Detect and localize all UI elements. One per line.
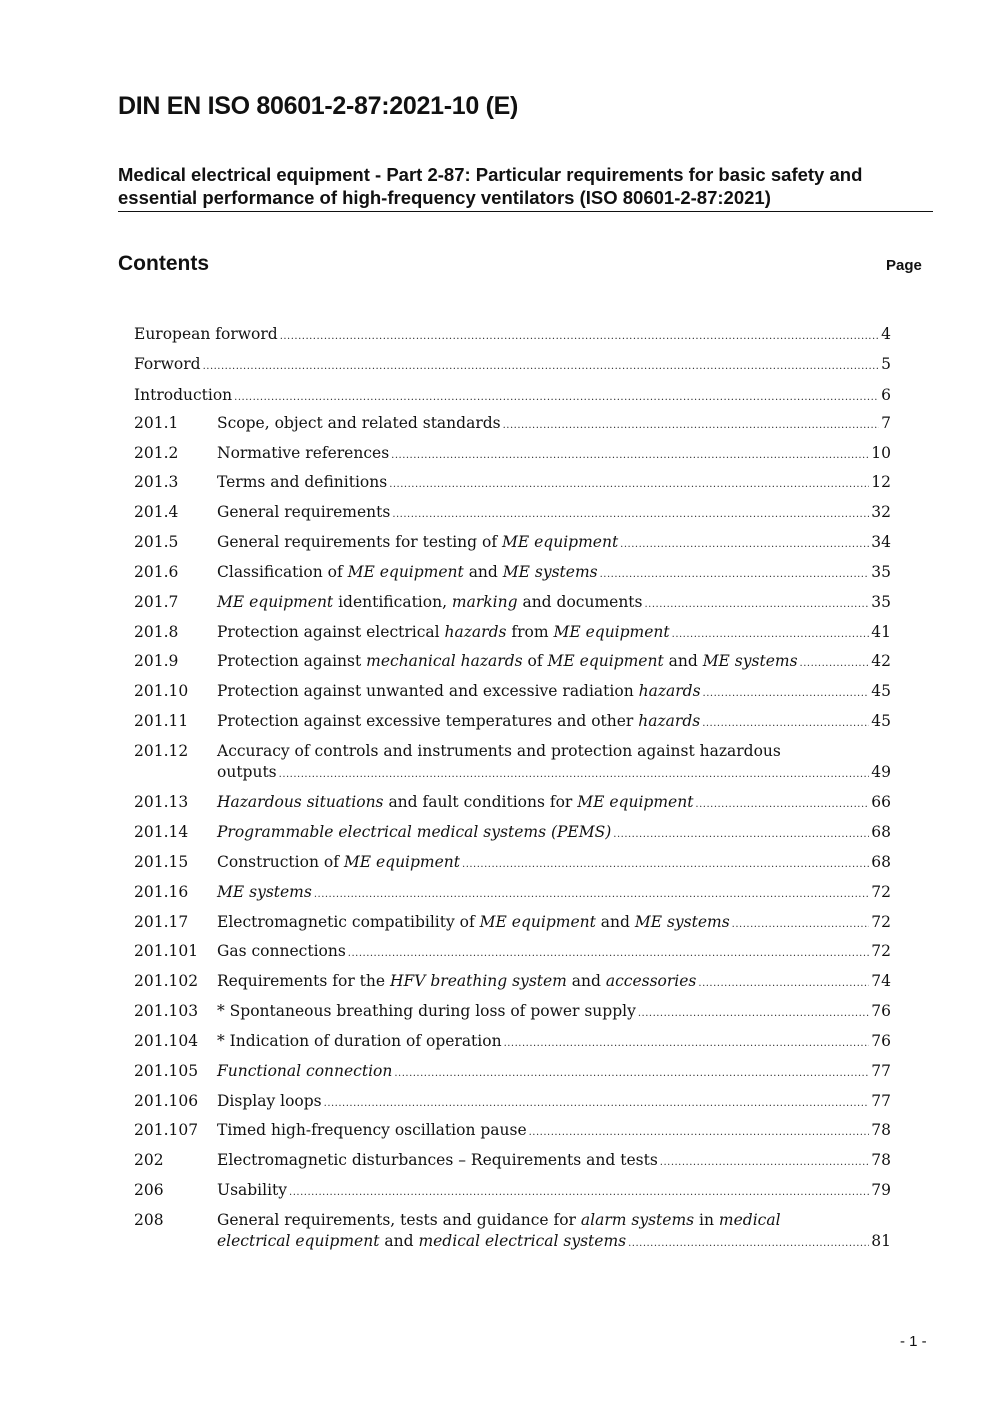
toc-entry-number: 201.103 — [134, 1002, 199, 1020]
toc-entry[interactable] — [134, 681, 891, 704]
toc-entry[interactable] — [134, 1031, 891, 1054]
toc-leader-dots — [645, 594, 870, 615]
toc-entry-title-segment: Gas connections — [217, 942, 346, 960]
toc-entry[interactable] — [134, 1180, 891, 1203]
toc-entry-number: 201.16 — [134, 883, 189, 901]
toc-entry-title-segment: accessories — [605, 972, 697, 990]
toc-entry-page: 68 — [871, 823, 891, 841]
toc-entry-title — [217, 792, 693, 813]
toc-leader-dots — [600, 564, 870, 585]
toc-entry-title-segment: ME equipment — [217, 593, 334, 611]
toc-entry-page: 66 — [871, 793, 891, 811]
toc-entry-number: 201.107 — [134, 1121, 199, 1139]
toc-entry[interactable] — [134, 385, 891, 408]
toc-entry-title — [217, 941, 346, 962]
toc-entry-page: 76 — [871, 1032, 891, 1050]
toc-entry-title-segment: in — [694, 1211, 719, 1229]
toc-entry-title — [217, 622, 670, 643]
toc-entry[interactable] — [134, 882, 891, 905]
toc-entry[interactable] — [134, 822, 891, 845]
toc-entry[interactable] — [134, 413, 891, 436]
toc-entry-page: 72 — [871, 883, 891, 901]
toc-entry-title-segment: Timed high-frequency oscillation pause — [217, 1121, 527, 1139]
toc-entry[interactable] — [134, 651, 891, 674]
toc-entry-title-segment: ME equipment — [347, 563, 464, 581]
toc-entry-title — [217, 1091, 322, 1112]
toc-entry-title — [217, 852, 460, 873]
toc-entry-title-segment: Accuracy of controls and instruments and protection against hazardous — [217, 742, 781, 760]
toc-entry-title-segment: Classification of — [217, 563, 348, 581]
toc-entry-number: 201.15 — [134, 853, 189, 871]
toc-entry-title — [217, 1150, 658, 1171]
toc-entry[interactable] — [134, 941, 891, 964]
contents-heading: Contents — [118, 252, 209, 275]
toc-leader-dots — [672, 624, 870, 645]
toc-leader-dots — [503, 415, 880, 436]
toc-leader-dots — [628, 1233, 869, 1254]
toc-entry[interactable] — [134, 472, 891, 495]
toc-entry-title — [217, 882, 312, 903]
toc-entry-page: 35 — [871, 593, 891, 611]
toc-entry-title-segment: General requirements — [217, 503, 391, 521]
toc-leader-dots — [314, 884, 869, 905]
toc-entry-title-segment: Protection against excessive temperatures and other — [217, 712, 639, 730]
toc-entry-number: 201.104 — [134, 1032, 199, 1050]
toc-leader-dots — [702, 713, 869, 734]
toc-entry-title-segment: and — [379, 1232, 419, 1250]
toc-entry[interactable] — [134, 1091, 891, 1114]
toc-entry-number: 201.6 — [134, 563, 179, 581]
toc-leader-dots — [234, 387, 879, 408]
toc-entry-title-segment: ME systems — [502, 563, 598, 581]
toc-entry-page: 77 — [871, 1062, 891, 1080]
toc-entry-title — [217, 1120, 527, 1141]
toc-entry[interactable] — [134, 443, 891, 466]
toc-entry-title — [217, 762, 277, 783]
document-id: DIN EN ISO 80601-2-87:2021-10 (E) — [118, 92, 519, 120]
toc-entry-title-segment: ME systems — [634, 913, 730, 931]
toc-leader-dots — [703, 683, 870, 704]
toc-entry-title — [217, 681, 701, 702]
toc-entry-page: 77 — [871, 1092, 891, 1110]
toc-entry-page: 78 — [871, 1151, 891, 1169]
toc-entry-title-segment: and — [566, 972, 606, 990]
toc-entry-page: 45 — [871, 712, 891, 730]
toc-entry-title — [217, 711, 700, 732]
toc-leader-dots — [732, 914, 870, 935]
toc-entry-number: 201.14 — [134, 823, 189, 841]
toc-entry-title-segment: and — [663, 652, 703, 670]
toc-entry[interactable] — [134, 852, 891, 875]
toc-leader-dots — [324, 1093, 870, 1114]
toc-entry-page: 32 — [871, 503, 891, 521]
toc-entry[interactable] — [134, 562, 891, 585]
toc-entry-title — [217, 1031, 502, 1052]
toc-entry-title — [217, 822, 611, 843]
toc-leader-dots — [289, 1182, 869, 1203]
toc-entry-page: 4 — [881, 325, 891, 343]
toc-entry[interactable] — [134, 792, 891, 815]
toc-entry-title — [217, 971, 696, 992]
toc-entry-page: 42 — [871, 652, 891, 670]
toc-entry-title-segment: European forword — [134, 325, 278, 343]
toc-entry-number: 201.102 — [134, 972, 199, 990]
toc-entry-number: 201.11 — [134, 712, 189, 730]
toc-entry-title-segment: hazards — [444, 623, 507, 641]
toc-entry-number: 201.5 — [134, 533, 179, 551]
toc-entry-title-segment: Protection against — [217, 652, 367, 670]
toc-entry-title — [217, 1001, 636, 1022]
toc-entry-title-segment: medical — [718, 1211, 781, 1229]
toc-entry-title-segment: General requirements, tests and guidance for — [217, 1211, 581, 1229]
toc-entry[interactable] — [134, 912, 891, 935]
toc-entry-number: 201.9 — [134, 652, 179, 670]
toc-entry-title-segment: marking — [451, 593, 518, 611]
toc-entry[interactable] — [134, 592, 891, 615]
toc-entry-title-segment: General requirements for testing of — [217, 533, 503, 551]
toc-entry-number: 201.10 — [134, 682, 189, 700]
toc-entry-title-segment: and documents — [517, 593, 643, 611]
toc-entry-page: 76 — [871, 1002, 891, 1020]
toc-entry-number: 201.4 — [134, 503, 179, 521]
toc-leader-dots — [660, 1152, 869, 1173]
toc-entry-page: 7 — [881, 414, 891, 432]
toc-leader-dots — [280, 326, 879, 347]
toc-entry-number: 201.3 — [134, 473, 179, 491]
toc-entry-title-segment: ME equipment — [577, 793, 694, 811]
toc-entry[interactable] — [134, 1061, 891, 1084]
toc-entry-title-segment: ME equipment — [553, 623, 670, 641]
toc-entry-number: 201.1 — [134, 414, 179, 432]
toc-entry[interactable] — [134, 971, 891, 994]
toc-entry-page: 49 — [871, 763, 891, 781]
toc-entry-title-segment: Display loops — [217, 1092, 322, 1110]
toc-entry-title — [217, 562, 598, 583]
toc-entry-title-segment: Construction of — [217, 853, 344, 871]
toc-entry-page: 10 — [871, 444, 891, 462]
toc-entry-title-segment: and — [463, 563, 503, 581]
toc-entry-title-segment: HFV breathing system — [389, 972, 567, 990]
toc-leader-dots — [800, 653, 870, 674]
toc-entry-title-segment: identification, — [333, 593, 452, 611]
toc-entry-title — [217, 912, 730, 933]
toc-entry-title-segment: Protection against unwanted and excessive radiation — [217, 682, 639, 700]
toc-entry-title-segment: alarm systems — [580, 1211, 695, 1229]
toc-leader-dots — [529, 1122, 870, 1143]
toc-entry-title-segment: and — [595, 913, 635, 931]
toc-entry-title-segment: ME equipment — [547, 652, 664, 670]
toc-entry-number: 201.17 — [134, 913, 189, 931]
toc-entry-page: 72 — [871, 913, 891, 931]
toc-entry-number: 201.105 — [134, 1062, 199, 1080]
toc-entry-title-segment: Usability — [217, 1181, 288, 1199]
toc-entry-title-segment: hazards — [638, 682, 701, 700]
toc-entry[interactable] — [134, 1120, 891, 1143]
toc-leader-dots — [462, 854, 869, 875]
toc-entry-page: 5 — [881, 355, 891, 373]
toc-entry-page: 41 — [871, 623, 891, 641]
toc-entry-title-segment: * Spontaneous breathing during loss of power supply — [217, 1002, 636, 1020]
toc-entry[interactable] — [134, 1210, 891, 1254]
toc-entry[interactable] — [134, 532, 891, 555]
toc-entry-title-segment: from — [506, 623, 554, 641]
toc-leader-dots — [389, 474, 869, 495]
toc-entry-title-line — [217, 741, 891, 762]
toc-leader-dots — [391, 445, 869, 466]
toc-entry-title — [217, 472, 387, 493]
toc-entry-title-segment: Electromagnetic compatibility of — [217, 913, 480, 931]
toc-entry-page: 79 — [871, 1181, 891, 1199]
toc-leader-dots — [620, 534, 869, 555]
toc-entry[interactable] — [134, 1150, 891, 1173]
toc-entry-title-segment: ME equipment — [502, 533, 619, 551]
toc-entry-number: 201.2 — [134, 444, 179, 462]
toc-entry-number: 202 — [134, 1151, 164, 1169]
toc-leader-dots — [279, 764, 870, 785]
toc-leader-dots — [348, 943, 869, 964]
toc-entry-number: 206 — [134, 1181, 164, 1199]
toc-leader-dots — [392, 504, 869, 525]
toc-entry-page: 68 — [871, 853, 891, 871]
toc-entry-title-segment: Normative references — [217, 444, 390, 462]
toc-entry-page: 35 — [871, 563, 891, 581]
toc-entry-title-segment: Forword — [134, 355, 201, 373]
toc-entry-page: 78 — [871, 1121, 891, 1139]
page-column-heading: Page — [886, 257, 922, 274]
toc-entry-title-segment: and fault conditions for — [383, 793, 578, 811]
toc-entry-title — [217, 651, 798, 672]
toc-entry-title-segment: hazards — [638, 712, 701, 730]
toc-entry-title — [217, 413, 501, 434]
toc-entry-title — [217, 532, 618, 553]
footer-page-number: - 1 - — [900, 1333, 927, 1350]
toc-entry-title-segment: Programmable electrical medical systems (PEMS) — [217, 823, 612, 841]
toc-entry[interactable] — [134, 741, 891, 785]
toc-entry-page: 12 — [871, 473, 891, 491]
toc-entry-title-segment: Functional connection — [217, 1062, 393, 1080]
toc-entry-title — [217, 1231, 626, 1252]
toc-entry-title — [217, 1180, 287, 1201]
toc-leader-dots — [613, 824, 869, 845]
toc-entry-title — [217, 592, 643, 613]
document-title-line-2: essential performance of high-frequency ventilators (ISO 80601-2-87:2021) — [118, 187, 771, 208]
toc-entry-title-segment: Electromagnetic disturbances – Requirements and tests — [217, 1151, 658, 1169]
toc-entry-number: 201.12 — [134, 742, 189, 760]
toc-entry[interactable] — [134, 711, 891, 734]
toc-leader-dots — [504, 1033, 870, 1054]
toc-entry-title — [134, 385, 232, 406]
toc-entry[interactable] — [134, 324, 891, 347]
toc-entry-page: 74 — [871, 972, 891, 990]
toc-entry-title — [134, 354, 201, 375]
toc-entry-title — [217, 443, 389, 464]
toc-leader-dots — [695, 794, 869, 815]
toc-entry[interactable] — [134, 1001, 891, 1024]
toc-entry-title-segment: Protection against electrical — [217, 623, 445, 641]
document-title-line-1: Medical electrical equipment - Part 2-87: Particular requirements for basic safety and — [118, 164, 863, 185]
toc-entry-page: 34 — [871, 533, 891, 551]
toc-entry-title — [217, 1061, 392, 1082]
toc-leader-dots — [203, 356, 880, 377]
toc-entry-title-segment: Scope, object and related standards — [217, 414, 501, 432]
toc-entry-title-segment: electrical equipment — [217, 1232, 380, 1250]
toc-entry-number: 201.8 — [134, 623, 179, 641]
toc-entry-title-segment: Terms and definitions — [217, 473, 388, 491]
toc-entry-page: 45 — [871, 682, 891, 700]
toc-entry-page: 6 — [881, 386, 891, 404]
toc-entry-page: 81 — [871, 1232, 891, 1250]
toc-entry-number: 201.13 — [134, 793, 189, 811]
toc-entry-title-segment: ME equipment — [343, 853, 461, 871]
toc-leader-dots — [638, 1003, 869, 1024]
toc-entry-title-segment: Hazardous situations — [217, 793, 384, 811]
toc-entry-title-line — [217, 1210, 891, 1231]
toc-entry-title — [134, 324, 278, 345]
toc-entry-title-segment: ME equipment — [479, 913, 596, 931]
toc-entry[interactable] — [134, 502, 891, 525]
toc-leader-dots — [394, 1063, 869, 1084]
toc-entry-title-segment: ME systems — [702, 652, 798, 670]
toc-entry-title — [217, 502, 390, 523]
toc-entry-title-segment: of — [522, 652, 548, 670]
toc-entry[interactable] — [134, 622, 891, 645]
toc-entry-title-segment: outputs — [217, 763, 277, 781]
toc-entry-title-segment: Requirements for the — [217, 972, 390, 990]
toc-entry-title-segment: medical electrical systems — [418, 1232, 627, 1250]
toc-entry-number: 201.101 — [134, 942, 199, 960]
toc-entry-number: 201.7 — [134, 593, 179, 611]
toc-entry-page: 72 — [871, 942, 891, 960]
toc-entry-number: 201.106 — [134, 1092, 199, 1110]
toc-entry-number: 208 — [134, 1211, 164, 1229]
toc-entry[interactable] — [134, 354, 891, 377]
toc-entry-title-segment: mechanical hazards — [366, 652, 523, 670]
document-title — [118, 163, 933, 212]
toc-entry-title-segment: ME systems — [217, 883, 312, 901]
toc-leader-dots — [698, 973, 869, 994]
toc-entry-title-segment: * Indication of duration of operation — [217, 1032, 502, 1050]
toc-entry-title-segment: Introduction — [134, 386, 233, 404]
